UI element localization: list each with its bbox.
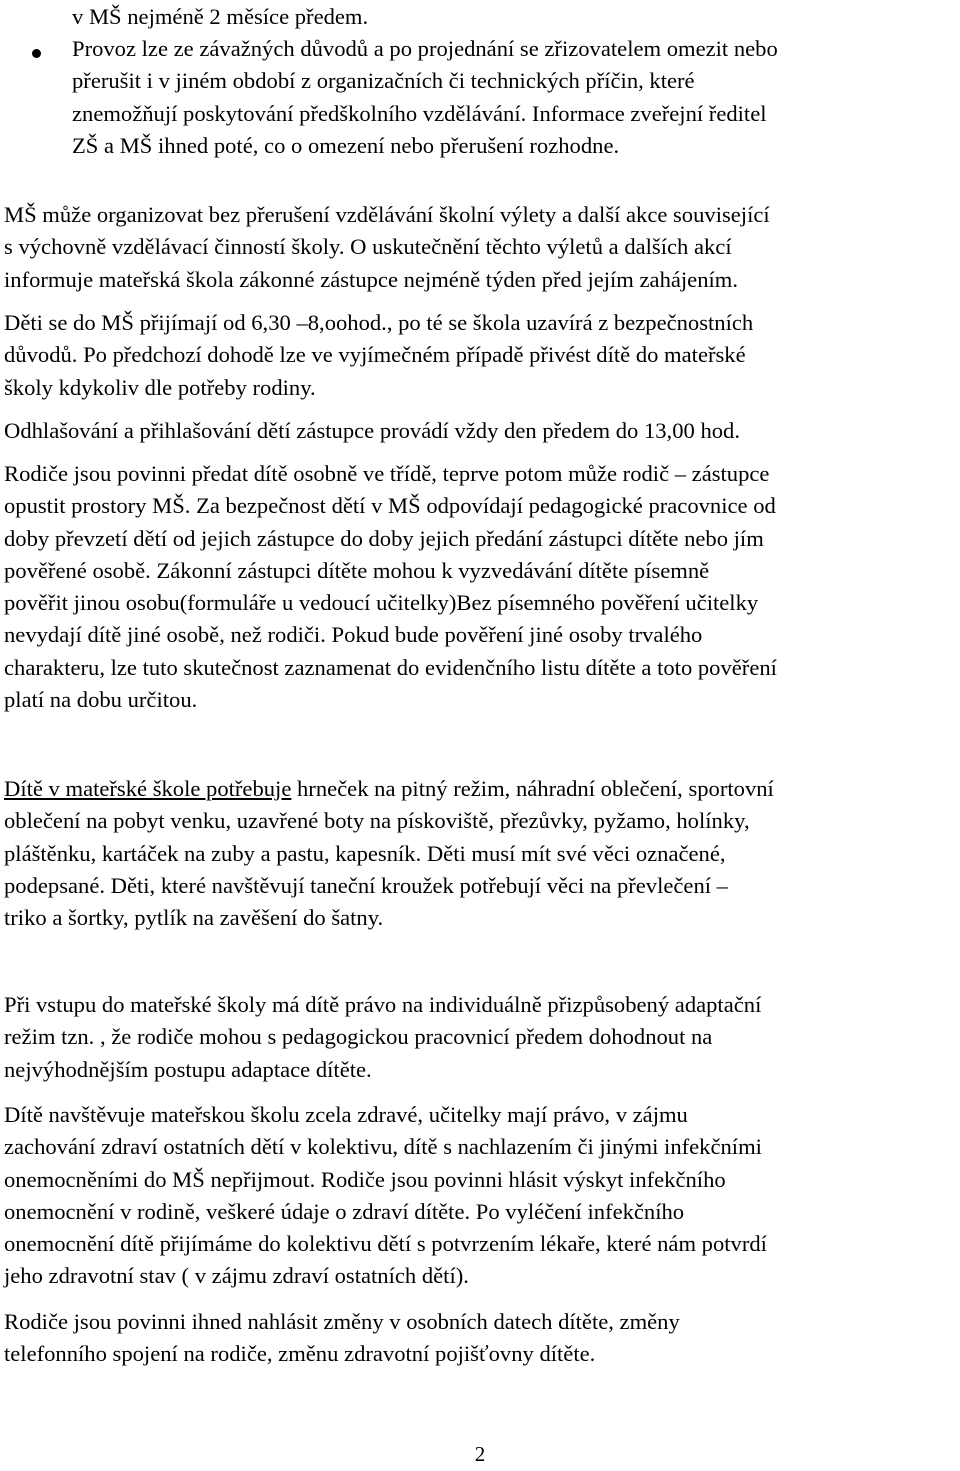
- paragraph-changes: Rodiče jsou povinni ihned nahlásit změny v osobních datech dítěte, změny telefonního spojení na rodiče, změnu zdravotní pojišťovny dítěte.: [4, 1309, 680, 1367]
- paragraph-registration: Odhlašování a přihlašování dětí zástupce provádí vždy den předem do 13,00 hod.: [4, 418, 740, 443]
- needs-heading: Dítě v mateřské škole potřebuje: [4, 776, 292, 801]
- paragraph-needs: Dítě v mateřské škole potřebuje hrneček na pitný režim, náhradní oblečení, sportovní oblečení na pobyt venku, uzavřené boty na pískoviště, přezůvky, pyžamo, holínky, pláštěnku, kartáček na zuby a pastu, kapesník. Děti musí mít své věci označené, podepsané. Děti, které navštěvují taneční kroužek potřebují věci na převlečení – triko a šortky, pytlík na zavěšení do šatny.: [4, 776, 774, 931]
- bullet-item-operation-limits: Provoz lze ze závažných důvodů a po projednání se zřizovatelem omezit nebo přerušit i v jiném období z organizačních či technických příčin, které znemožňují poskytování předškolního vzdělávání. Informace zveřejní ředitel ZŠ a MŠ ihned poté, co o omezení nebo přerušení rozhodne.: [72, 36, 778, 158]
- paragraph-trips: MŠ může organizovat bez přerušení vzdělávání školní výlety a další akce související s výchovně vzdělávací činností školy. O uskutečnění těchto výletů a dalších akcí informuje mateřská škola zákonné zástupce nejméně týden před jejím zahájením.: [4, 202, 770, 292]
- paragraph-handover: Rodiče jsou povinni předat dítě osobně ve třídě, teprve potom může rodič – zástupce opustit prostory MŠ. Za bezpečnost dětí v MŠ odpovídají pedagogické pracovnice od doby převzetí dětí od jejich zástupce do doby jejich předání zástupci dítěte nebo jím pověřené osobě. Zákonní zástupci dítěte mohou k vyzvedávání dítěte písemně pověřit jinou osobu(formuláře u vedoucí učitelky)Bez písemného pověření učitelky nevydají dítě jiné osobě, než rodiči. Pokud bude pověření jiné osoby trvalého charakteru, lze tuto skutečnost zaznamenat do evidenčního listu dítěte a toto pověření platí na dobu určitou.: [4, 461, 777, 713]
- page-number: 2: [474, 1442, 486, 1466]
- paragraph-arrival: Děti se do MŠ přijímají od 6,30 –8,oohod., po té se škola uzavírá z bezpečnostních důvodů. Po předchozí dohodě lze ve vyjímečném případě přivést dítě do mateřské školy kdykoliv dle potřeby rodiny.: [4, 310, 754, 400]
- paragraph-health: Dítě navštěvuje mateřskou školu zcela zdravé, učitelky mají právo, v zájmu zachování zdraví ostatních dětí v kolektivu, dítě s nachlazením či jinými infekčními onemocněními do MŠ nepřijmout. Rodiče jsou povinni hlásit výskyt infekčního onemocnění v rodině, veškeré údaje o zdraví dítěte. Po vyléčení infekčního onemocnění dítě přijímáme do kolektivu dětí s potvrzením lékaře, které nám potvrdí jeho zdravotní stav ( v zájmu zdraví ostatních dětí).: [4, 1102, 767, 1289]
- paragraph-adaptation: Při vstupu do mateřské školy má dítě právo na individuálně přizpůsobený adaptační režim tzn. , že rodiče mohou s pedagogickou pracovnicí předem dohodnout na nejvýhodnějším postupu adaptace dítěte.: [4, 992, 762, 1082]
- bullet-continuation: v MŠ nejméně 2 měsíce předem.: [72, 4, 369, 29]
- bullet-icon: [32, 49, 41, 58]
